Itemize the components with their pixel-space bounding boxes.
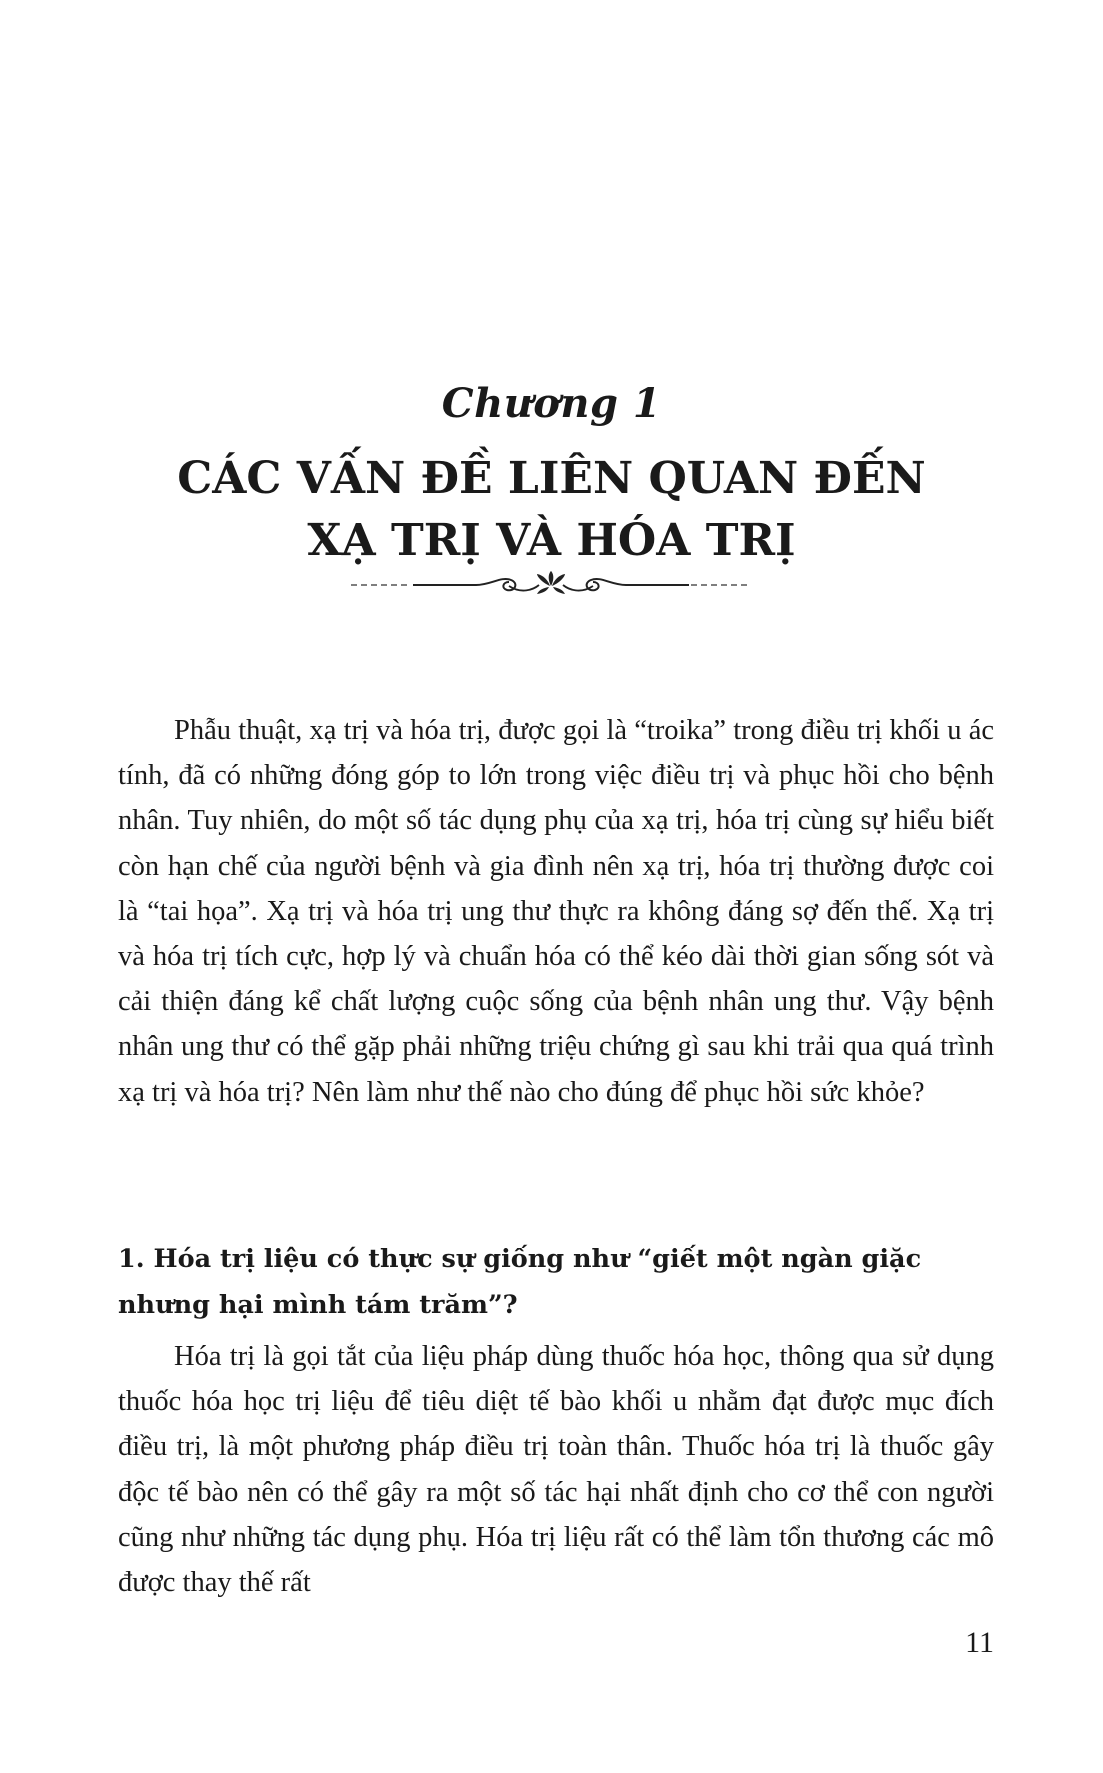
page-number: 11 xyxy=(965,1626,994,1659)
flourish-divider-icon xyxy=(351,570,751,600)
section-paragraph: Hóa trị là gọi tắt của liệu pháp dùng thuốc hóa học, thông qua sử dụng thuốc hóa học trị liệu để tiêu diệt tế bào khối u nhằm đạt được mục đích điều trị, là một phương pháp điều trị toàn thân. Thuốc hóa trị là thuốc gây độc tế bào nên có thể gây ra một số tác hại nhất định cho cơ thể con người cũng như những tác dụng phụ. Hóa trị liệu rất có thể làm tổn thương các mô được thay thế rất xyxy=(118,1341,994,1599)
chapter-title-line-1: CÁC VẤN ĐỀ LIÊN QUAN ĐẾN xyxy=(177,453,926,504)
chapter-title xyxy=(0,448,1103,572)
chapter-label: Chương 1 xyxy=(441,380,662,427)
section-heading: 1. Hóa trị liệu có thực sự giống như “giết một ngàn giặc nhưng hại mình tám trăm”? xyxy=(118,1244,922,1320)
intro-paragraph: Phẫu thuật, xạ trị và hóa trị, được gọi là “troika” trong điều trị khối u ác tính, đã có những đóng góp to lớn trong việc điều trị và phục hồi cho bệnh nhân. Tuy nhiên, do một số tác dụng phụ của xạ trị, hóa trị cùng sự hiểu biết còn hạn chế của người bệnh và gia đình nên xạ trị, hóa trị thường được coi là “tai họa”. Xạ trị và hóa trị ung thư thực ra không đáng sợ đến thế. Xạ trị và hóa trị tích cực, hợp lý và chuẩn hóa có thể kéo dài thời gian sống sót và cải thiện đáng kể chất lượng cuộc sống của bệnh nhân ung thư. Vậy bệnh nhân ung thư có thể gặp phải những triệu chứng gì sau khi trải qua quá trình xạ trị và hóa trị? Nên làm như thế nào cho đúng để phục hồi sức khỏe? xyxy=(118,715,994,1108)
chapter-title-line-2: XẠ TRỊ VÀ HÓA TRỊ xyxy=(307,515,796,566)
